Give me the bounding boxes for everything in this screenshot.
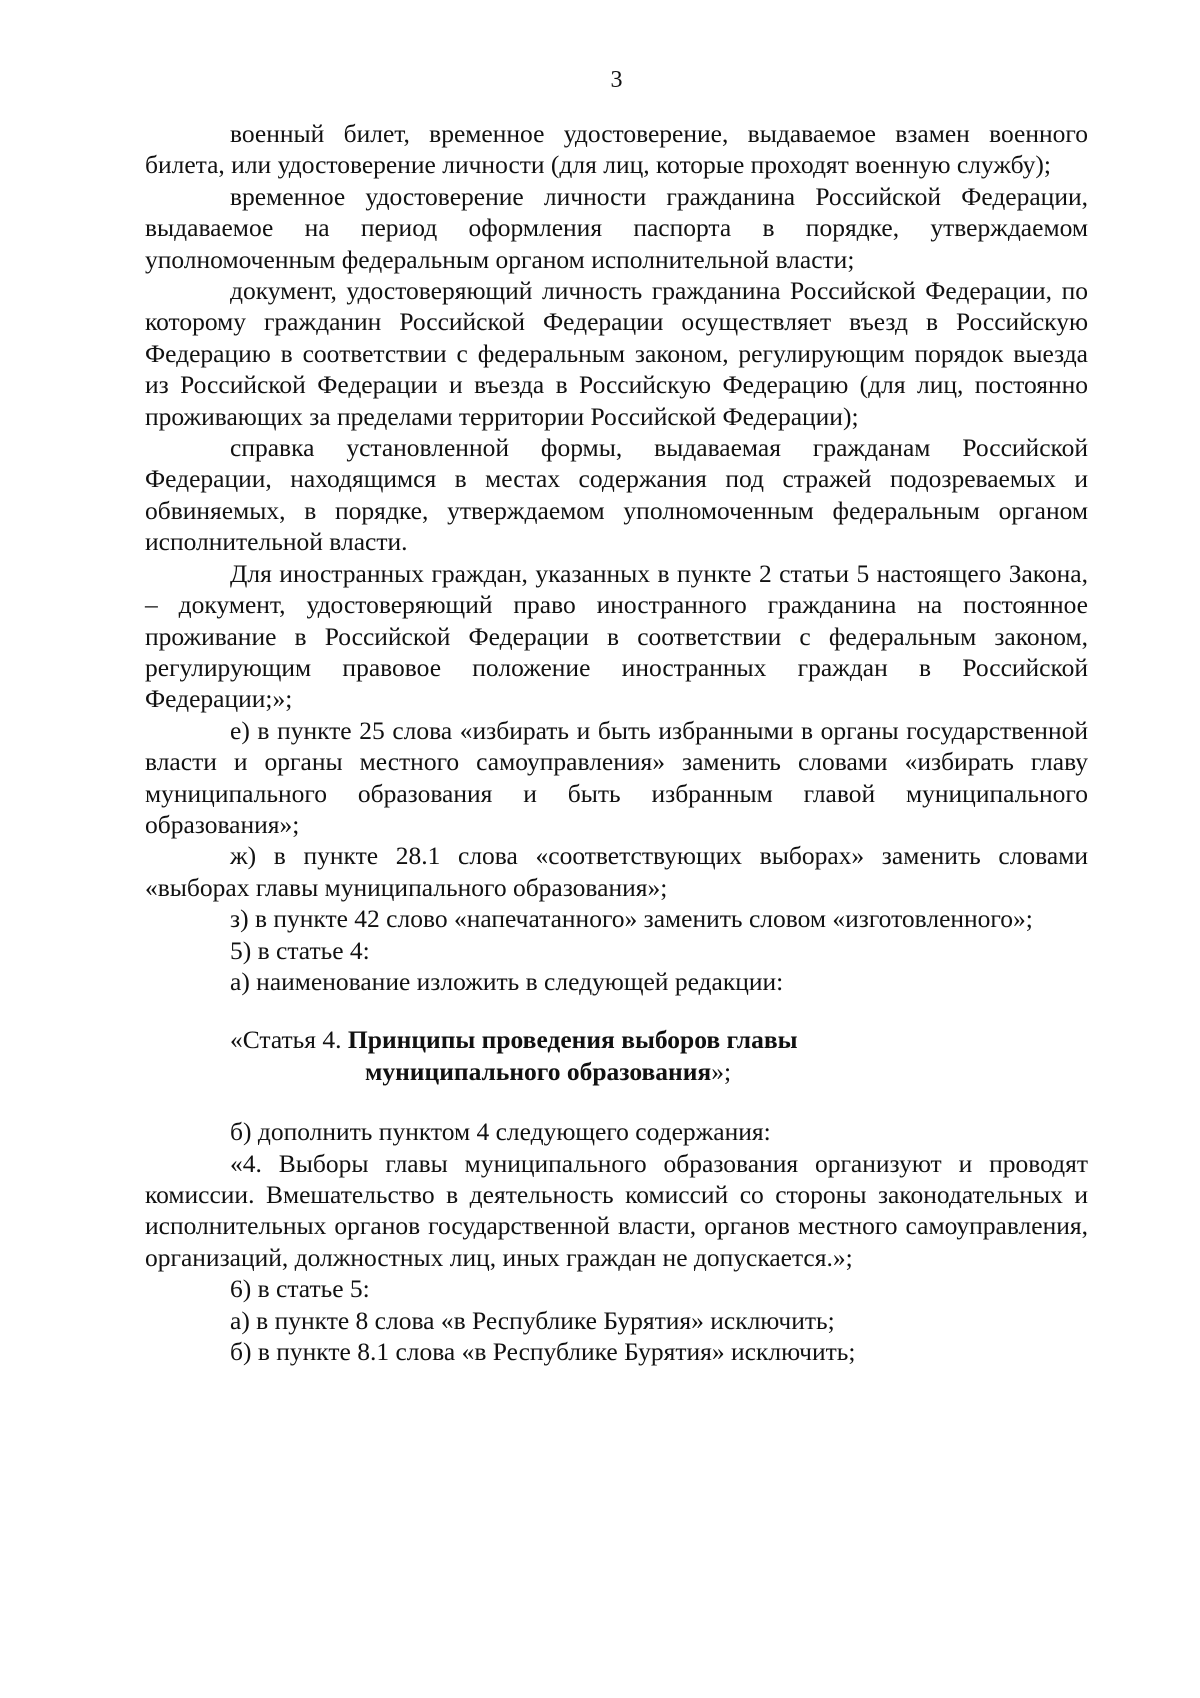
article-heading-suffix: »; xyxy=(711,1056,732,1086)
paragraph-point-8-1: б) в пункте 8.1 слова «в Республике Бурятия» исключить; xyxy=(230,1337,856,1367)
page-number: 3 xyxy=(610,67,623,93)
article-heading-title-line2: муниципального образования xyxy=(365,1056,712,1086)
paragraph-item-zh: ж) в пункте 28.1 слова «соответствующих выборах» заменить словами «выборах главы муниципального образования»; xyxy=(145,841,1088,902)
paragraph-detention-certificate: справка установленной формы, выдаваемая гражданам Российской Федерации, находящимся в местах содержания под стражей подозреваемых и обвиняемых, в порядке, утверждаемом уполномоченным федеральным органом исполнительной власти. xyxy=(145,433,1088,557)
paragraph-foreign-citizens: Для иностранных граждан, указанных в пункте 2 статьи 5 настоящего Закона, – документ, удостоверяющий право иностранного гражданина на постоянное проживание в Российской Федерации в соответствии с федеральным законом, регулирующим правовое положение иностранных граждан в Российской Федерации;»; xyxy=(145,558,1088,714)
article-heading-line2 xyxy=(145,1056,1088,1087)
paragraph-item-a-title: а) наименование изложить в следующей редакции: xyxy=(230,966,784,996)
article-heading xyxy=(145,1024,1088,1087)
paragraph-article-4: 5) в статье 4: xyxy=(230,935,370,965)
article-heading-title-line1: Принципы проведения выборов главы xyxy=(347,1025,798,1055)
paragraph-article-5: 6) в статье 5: xyxy=(230,1274,370,1304)
paragraph-foreign-passport: документ, удостоверяющий личность гражданина Российской Федерации, по которому гражданин Российской Федерации осуществляет въезд в Российскую Федерацию в соответствии с федеральным законом, регулирующим порядок выезда из Российской Федерации и въезда в Российскую Федерацию (для лиц, постоянно проживающих за пределами территории Российской Федерации); xyxy=(145,276,1088,431)
paragraph-item-z: з) в пункте 42 слово «напечатанного» заменить словом «изготовленного»; xyxy=(230,904,1033,934)
article-heading-prefix: «Статья 4. xyxy=(230,1025,348,1055)
article-heading-line1 xyxy=(145,1024,1088,1055)
paragraph-item-e: е) в пункте 25 слова «избирать и быть избранными в органы государственной власти и органы местного самоуправления» заменить словами «избирать главу муниципального образования и быть избранным главой муниципального образования»; xyxy=(145,715,1088,839)
paragraph-point-4: «4. Выборы главы муниципального образования организуют и проводят комиссии. Вмешательство в деятельность комиссий со стороны законодательных и исполнительных органов государственной власти, органов местного самоуправления, организаций, должностных лиц, иных граждан не допускается.»; xyxy=(145,1148,1088,1272)
paragraph-temporary-id: временное удостоверение личности гражданина Российской Федерации, выдаваемое на период оформления паспорта в порядке, утверждаемом уполномоченным федеральным органом исполнительной власти; xyxy=(145,181,1088,274)
paragraph-point-8: а) в пункте 8 слова «в Республике Бурятия» исключить; xyxy=(230,1305,835,1335)
paragraph-item-b-add: б) дополнить пунктом 4 следующего содержания: xyxy=(230,1117,771,1147)
paragraph-military-id: военный билет, временное удостоверение, выдаваемое взамен военного билета, или удостоверение личности (для лиц, которые проходят военную службу); xyxy=(145,119,1088,180)
